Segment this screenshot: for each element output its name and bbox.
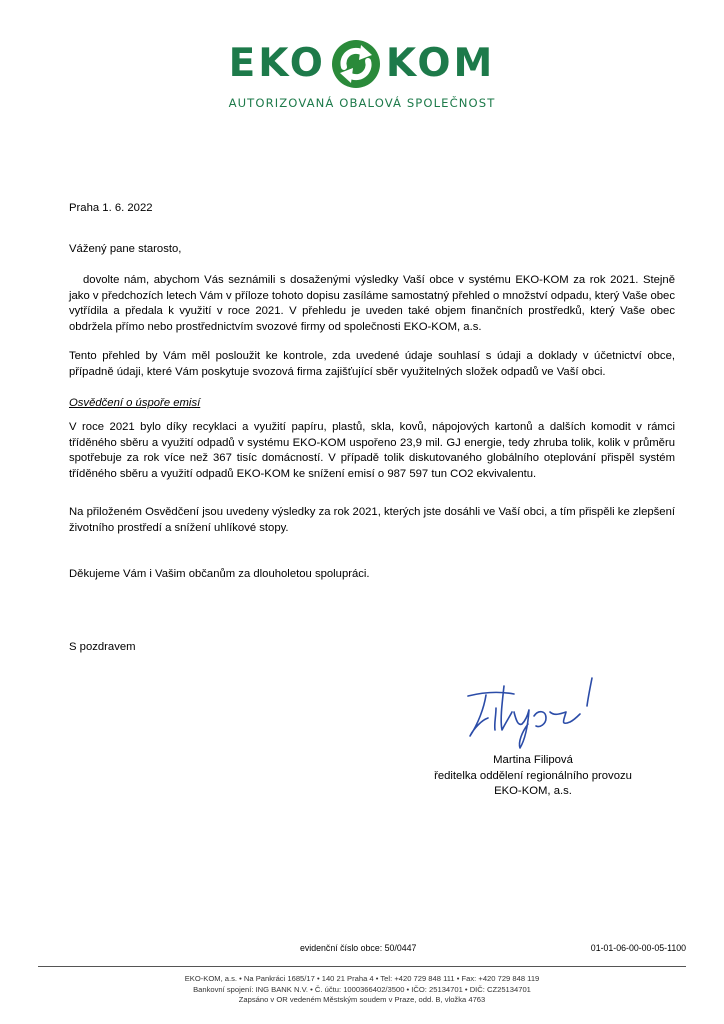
footer-registry-line: Zapsáno v OR vedeném Městským soudem v Praze, odd. B, vložka 4763 [238,995,486,1005]
signatory-title: ředitelka oddělení regionálního provozu [434,769,632,782]
letter-paragraph-3: V roce 2021 bylo díky recyklaci a využití papíru, plastů, skla, kovů, nápojových kartonů a dalších komodit v rámci tříděného sběru a využití odpadů v systému EKO-KOM uspořeno 23,9 mil. GJ energie, tedy zhruba tolik, kolik v průměru spotřebuje za rok více než 367 tisíc domácností. V případě tolik diskutovaného globálního oteplování přispěl systém tříděného sběru a využití odpadů EKO-KOM ke snížení emisí o 987 597 tun CO2 ekvivalentu. [69,421,675,480]
signatory-name: Martina Filipová [493,754,573,766]
handwritten-signature [462,672,602,752]
footer-divider [38,966,686,967]
letter-paragraph-2: Tento přehled by Vám měl posloužit ke kontrole, zda uvedené údaje souhlasí s údaji a doklady v účetnictví obce, případně údaji, které Vám poskytuje svozová firma zajišťující sběr využitelných složek odpadů ve Vaší obci. [69,350,675,378]
evidence-number: evidenční číslo obce: 50/0447 [300,943,417,953]
logo-tagline: AUTORIZOVANÁ OBALOVÁ SPOLEČNOST [228,96,496,110]
letter-closing: S pozdravem [69,641,136,653]
letter-salutation: Vážený pane starosto, [69,243,182,255]
logo-word-kom: KOM [385,41,496,86]
letter-date: Praha 1. 6. 2022 [69,202,153,214]
letter-thanks: Děkujeme Vám i Vašim občanům za dlouholetou spolupráci. [69,568,370,580]
logo-wordmark [229,38,496,90]
signatory-company: EKO-KOM, a.s. [494,785,572,797]
signature-block [410,753,656,800]
footer-bank-line: Bankovní spojení: ING BANK N.V. • Č. účtu: 1000366402/3500 • IČO: 25134701 • DIČ: CZ25134701 [193,984,531,994]
recycling-arrows-icon [330,38,382,90]
letterhead-logo [0,38,724,110]
letter-paragraph-4: Na přiloženém Osvědčení jsou uvedeny výsledky za rok 2021, kterých jste dosáhli ve Vaší obci, a tím přispěli ke zlepšení životního prostředí a snížení uhlíkové stopy. [69,506,675,534]
section-title-emissions: Osvědčení o úspoře emisí [69,397,201,409]
company-footer [0,974,724,1006]
logo-word-eko: EKO [228,41,326,86]
document-code: 01-01-06-00-00-05-1100 [590,943,686,953]
footer-address-line: EKO-KOM, a.s. • Na Pankráci 1685/17 • 140 21 Praha 4 • Tel: +420 729 848 111 • Fax: +420 729 848 119 [184,974,540,983]
letter-paragraph-1: dovolte nám, abychom Vás seznámili s dosaženými výsledky Vaší obce v systému EKO-KOM za rok 2021. Stejně jako v předchozích letech Vám v příloze tohoto dopisu zasíláme samostatný přehled o množství odpadu, který Vaše obec vytřídila a předala k využití v roce 2021. V přehledu je uveden také objem finančních prostředků, který Vaše obec obdržela přímo nebo prostřednictvím svozové firmy od společnosti EKO-KOM, a.s. [69,274,675,333]
